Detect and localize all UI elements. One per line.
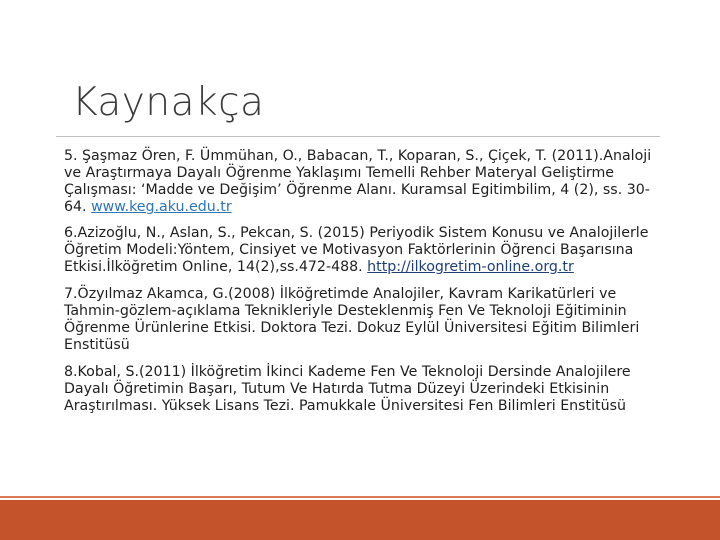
- reference-link[interactable]: http://ilkogretim-online.org.tr: [367, 259, 574, 275]
- reference-link[interactable]: www.keg.aku.edu.tr: [91, 199, 232, 215]
- reference-text: 5. Şaşmaz Ören, F. Ümmühan, O., Babacan, T., Koparan, S., Çiçek, T. (2011).Analoji ve Araştırmaya Dayalı Öğrenme Yaklaşımı Temelli Rehber Materyal Geliştirme Çalışması: ‘Madde ve Değişim’ Öğrenme Alanı. Kuramsal Egitimbilim, 4 (2), ss. 30-64.: [64, 148, 652, 215]
- reference-item-5: [64, 148, 668, 216]
- footer-bar: [0, 500, 720, 540]
- reference-text: 6.Azizoğlu, N., Aslan, S., Pekcan, S. (2015) Periyodik Sistem Konusu ve Analojilerle Öğretim Modeli:Yöntem, Cinsiyet ve Motivasyon Faktörlerinin Öğrenci Başarısına Etkisi.İlköğretim Online, 14(2),ss.472-488.: [64, 225, 649, 275]
- reference-text: 7.Özyılmaz Akamca, G.(2008) İlköğretimde Analojiler, Kavram Karikatürleri ve Tahmin-gözlem-açıklama Teknikleriyle Desteklenmiş Fen Ve Teknoloji Eğitiminin Öğrenme Ürünlerine Etkisi. Doktora Tezi. Dokuz Eylül Üniversitesi Eğitim Bilimleri Enstitüsü: [64, 286, 640, 353]
- reference-item-8: [64, 364, 668, 415]
- reference-item-6: [64, 225, 668, 276]
- slide-title: Kaynakça: [72, 80, 265, 125]
- reference-list: [64, 148, 668, 425]
- reference-item-7: [64, 286, 668, 354]
- reference-text: 8.Kobal, S.(2011) İlköğretim İkinci Kademe Fen Ve Teknoloji Dersinde Analojilere Dayalı Öğretimin Başarı, Tutum Ve Hatırda Tutma Düzeyi Üzerindeki Etkisinin Araştırılması. Yüksek Lisans Tezi. Pamukkale Üniversitesi Fen Bilimleri Enstitüsü: [64, 364, 631, 414]
- title-divider: [56, 136, 660, 137]
- footer-accent-line: [0, 496, 720, 498]
